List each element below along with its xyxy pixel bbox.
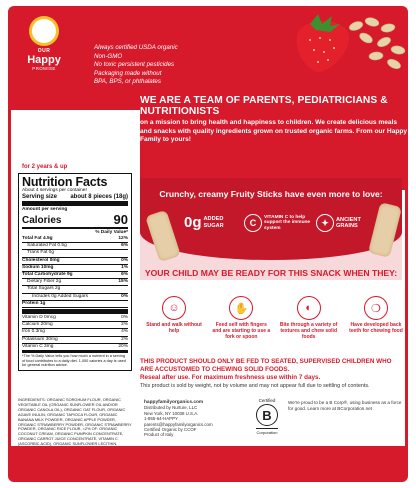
nutrient-dv: 12% [118,236,128,241]
readiness-heading: YOUR CHILD MAY BE READY FOR THIS SNACK WHEN THEY: [144,268,398,278]
mission-body: on a mission to bring health and happiness to children. We create delicious meals and snacks with quality ingredients grown on trusted organic farms. From our Happy Family to yours! [140,119,408,143]
vitamin-label: Iron 0.3mg [22,329,45,335]
nutrient-dv: 15% [118,279,128,285]
nutrient-label: Cholesterol 0mg [22,257,60,263]
vitamin-rows [22,315,128,351]
nutrient-label: Total Carbohydrate 9g [22,272,73,278]
biting-icon: ◐ [297,296,321,320]
nutrient-row [22,286,128,293]
skill-item [144,296,204,340]
vitamin-row [22,337,128,344]
reseal-note: Reseal after use. For maximum freshness use within 7 days. [140,374,321,381]
logo-promise: PROMISE [32,66,56,71]
calories-value: 90 [113,212,128,227]
daily-value-footnote: *The % Daily Value tells you how much a nutrient in a serving of food contributes to a daily diet. 1,000 calories a day is used for general nutrition advice. [22,354,126,368]
nutrient-label: Total Sugars 2g [27,286,61,292]
nutrient-label: Dietary Fiber 2g [27,279,62,285]
nutrient-row [22,301,128,308]
serving-size-label: Serving size [22,194,58,200]
servings-per-container: About 4 servings per container [22,188,88,193]
calories-label: Calories [22,215,62,226]
nutrient-label: Trans Fat 0g [27,250,55,256]
nutrition-title: Nutrition Facts [22,175,108,189]
feature-vitamin-c [244,214,316,232]
skill-item [279,296,339,340]
vitamin-dv: 2% [121,336,128,342]
nutrient-rows [22,236,128,308]
vitamin-dv: 2% [121,322,128,328]
vitamin-label: Calcium 20mg [22,322,53,328]
snack-bag [8,6,408,482]
child-standing-icon: ☺ [162,296,186,320]
vitamin-dv: 0% [121,315,128,321]
feature-big: 0g [184,214,202,231]
grain-icon: ✦ [316,214,334,232]
distributor-line: Product of Italy [144,432,174,438]
claim-item: Always certified USDA organic [94,44,178,51]
bottom-red-band [8,446,408,482]
feature-ancient-grains [316,214,370,232]
nutrient-label: Includes 0g Added Sugars [32,293,89,299]
skill-item [346,296,406,340]
mission-statement [140,92,408,190]
vitamin-label: Potassium 30mg [22,336,58,342]
nutrient-row [22,265,128,272]
oats-image [338,12,408,76]
choking-warning [140,358,404,390]
sun-logo-icon [29,16,59,46]
nutrient-label: Total Fat 4.5g [22,236,53,241]
feature-small: ADDED SUGAR [203,216,224,229]
feature-small: VITAMIN C to help support the immune system [264,214,311,231]
vitamin-row [22,344,128,351]
nutrient-dv: 1% [121,264,128,270]
logo-happy: Happy [27,54,61,66]
distributor-line: parents@happyfamilyorganics.com [144,421,213,427]
nutrient-label: Sodium 10mg [22,264,54,270]
distributor-line: 1-855-64-HAPPY [144,416,178,422]
vitamin-dv: 4% [121,329,128,335]
skill-label: Stand and walk without help [146,322,202,334]
website: happyfamilyorganics.com [144,400,204,405]
skill-label: Feed self with fingers and are starting to use a fork or spoon [212,322,271,340]
tooth-icon: ❍ [364,296,388,320]
vitamin-c-icon: C [244,214,262,232]
vitamin-row [22,329,128,336]
ingredients-list: INGREDIENTS: ORGANIC SORGHUM FLOUR, ORGANIC VEGETABLE OIL (ORGANIC SUNFLOWER OIL AND/OR ORGANIC CANOLA OIL), ORGANIC OAT FLOUR, ORGANIC AGAVE INULIN, ORGANIC TAPIOCA FLOUR, ORGANIC BANANA MILK POWDER, ORGANIC APPLE POWDER, ORGANIC STRAWBERRY POWDER, ORGANIC STRAWBERRY POWDER, ORGANIC RICE FLOUR, <2% OF: ORGANIC COCONUT CREAM, ORGANIC PUMPKIN CONCENTRATE, ORGANIC CARROT JUICE CONCENTRATE, VITAMIN C (ASCORBIC ACID), ORGANIC SUNFLOWER LECITHIN, [18,397,132,447]
nutrient-row [22,250,128,257]
claim-item: BPA, BPS, or phthalates [94,78,161,86]
distributor-line: New York, NY 10038 U.S.A. [144,410,199,416]
hand-feeding-icon: ✋ [229,296,253,320]
logo-our: OUR [37,48,51,54]
age-label: for 2 years & up [22,164,68,170]
nutrition-facts-panel [18,173,132,371]
nutrient-label: Protein 1g [22,300,46,306]
claim-item: Packaging made without [94,69,162,77]
readiness-skills [144,296,406,340]
nutrient-dv: 0% [121,293,128,299]
warning-main: THIS PRODUCT SHOULD ONLY BE FED TO SEATED, SUPERVISED CHILDREN WHO ARE ACCUSTOMED TO CHEWING SOLID FOODS. [140,358,392,373]
serving-size-value: about 8 pieces (18g) [70,194,128,200]
feature-added-sugar [184,214,234,231]
mission-heading: WE ARE A TEAM OF PARENTS, PEDIATRICIANS & NUTRITIONISTS [140,95,388,117]
skill-label: Bite through a variety of textures and chew solid foods [279,322,338,340]
distributor-line: Distributed by Nurture, LLC [144,405,198,411]
skill-item [211,296,271,340]
bcorp-corporation: Corporation [256,430,278,435]
distributor-line: Certified Organic by CCOF [144,427,197,433]
settling-note: This product is sold by weight, not by volume and may not appear full due to settling of contents. [140,383,370,389]
nutrient-row [22,258,128,265]
our-happy-promise-logo [22,16,66,82]
vitamin-dv: 20% [118,343,128,349]
nutrient-dv: 6% [121,243,128,249]
left-edge [8,110,11,446]
distributor-info [144,400,244,438]
daily-value-header: % Daily Value* [95,230,128,235]
organic-claims-list [94,44,178,87]
claim-item: No toxic persistent pesticides [94,61,175,69]
b-corp-logo [252,398,282,435]
vitamin-label: Vitamin C 3mg [22,343,54,349]
nutrient-dv: 6% [121,272,128,278]
bcorp-certified: Certified [258,398,276,403]
b-corp-note: We're proud to be a B Corp®, using business as a force for good. Learn more at BCorporation.net [288,400,402,411]
b-corp-icon: B [256,404,278,426]
feature-small: ANCIENT GRAINS [336,216,361,229]
nutrient-dv: 0% [121,257,128,263]
nutrient-row [22,294,128,301]
fruity-sticks-heading: Crunchy, creamy Fruity Sticks have even more to love: [159,189,383,199]
claim-item: Non-GMO [94,52,123,60]
skill-label: Have developed back teeth for chewing food [349,322,403,334]
amount-per-serving: Amount per serving [22,207,68,212]
vitamin-label: Vitamin D 0mcg [22,315,56,321]
nutrient-label: Saturated Fat 0.5g [27,243,67,249]
